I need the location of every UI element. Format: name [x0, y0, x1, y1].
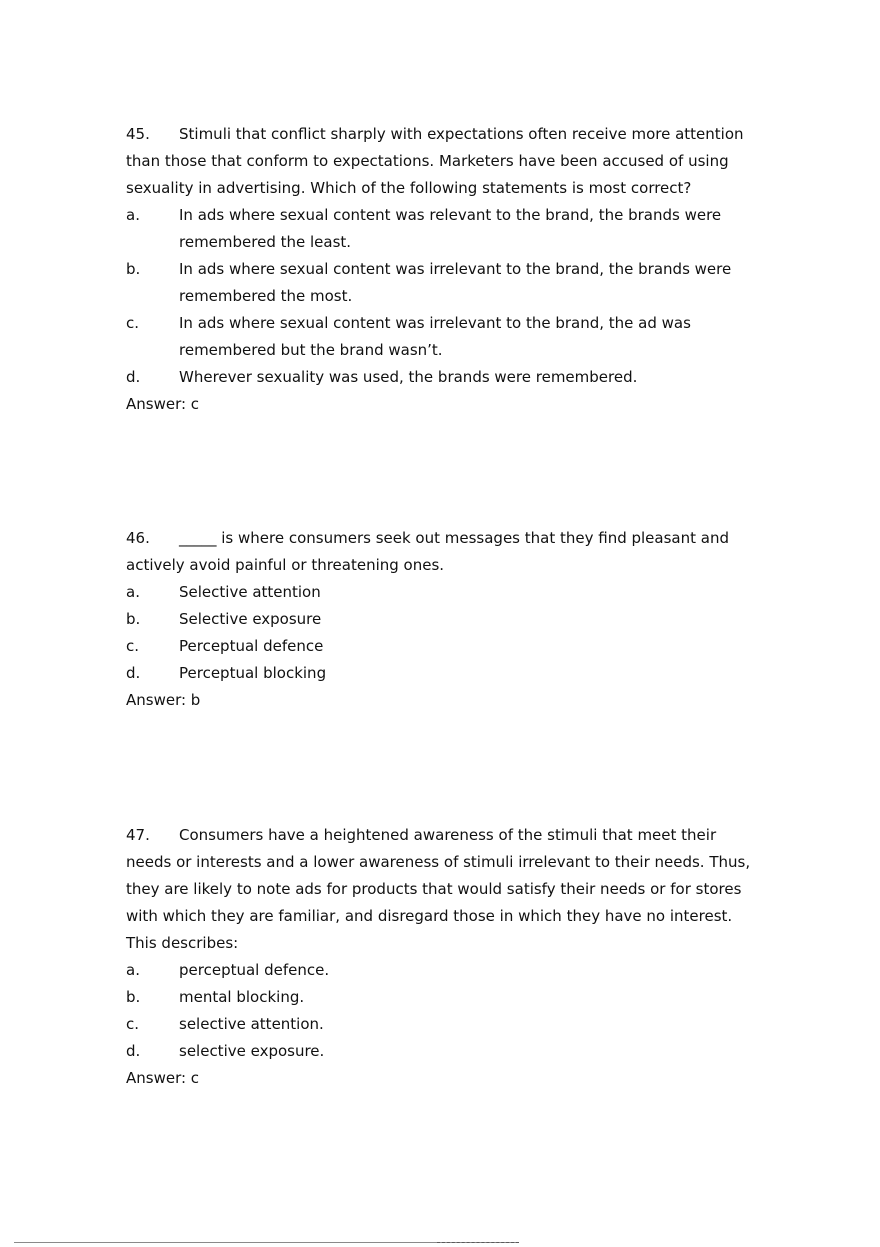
option-c	[126, 310, 766, 364]
option-b	[126, 256, 766, 310]
option-text: selective exposure.	[179, 1042, 325, 1060]
question-stem	[126, 121, 766, 202]
option-letter: d.	[126, 1042, 141, 1060]
option-text: Perceptual blocking	[179, 664, 327, 682]
option-text: Perceptual defence	[179, 637, 324, 655]
option-d	[126, 660, 766, 687]
option-b	[126, 984, 766, 1011]
option-c	[126, 1011, 766, 1038]
option-list	[126, 579, 766, 687]
question-text: Consumers have a heightened awareness of the stimuli that meet their needs or interests and a lower awareness of stimuli irrelevant to their needs. Thus, they are likely to note ads for products that would satisfy their needs or for stores with which they are familiar, and disregard those in which they have no interest. This describes:	[126, 826, 751, 952]
answer-line: Answer: c	[126, 395, 200, 413]
question-47	[126, 822, 766, 1092]
option-text: Selective attention	[179, 583, 321, 601]
option-letter: b.	[126, 260, 141, 278]
option-list	[126, 957, 766, 1065]
question-text: _____ is where consumers seek out messages that they find pleasant and actively avoid painful or threatening ones.	[126, 529, 729, 574]
option-text: perceptual defence.	[179, 961, 330, 979]
option-text: In ads where sexual content was irrelevant to the brand, the ad was remembered but the brand wasn’t.	[179, 314, 691, 359]
option-b	[126, 606, 766, 633]
option-text: Selective exposure	[179, 610, 322, 628]
option-text: selective attention.	[179, 1015, 324, 1033]
option-a	[126, 202, 766, 256]
question-46	[126, 525, 766, 714]
option-letter: a.	[126, 206, 140, 224]
option-text: Wherever sexuality was used, the brands were remembered.	[179, 368, 638, 386]
option-letter: d.	[126, 368, 141, 386]
question-stem	[126, 525, 766, 579]
option-d	[126, 364, 766, 391]
option-letter: b.	[126, 988, 141, 1006]
question-number: 47.	[126, 826, 150, 844]
option-letter: c.	[126, 637, 140, 655]
option-c	[126, 633, 766, 660]
footer-divider-dashed	[437, 1242, 519, 1243]
option-letter: d.	[126, 664, 141, 682]
option-letter: c.	[126, 314, 140, 332]
option-a	[126, 579, 766, 606]
option-letter: b.	[126, 610, 141, 628]
option-letter: a.	[126, 961, 140, 979]
answer-line: Answer: c	[126, 1069, 200, 1087]
option-letter: c.	[126, 1015, 140, 1033]
option-list	[126, 202, 766, 391]
option-a	[126, 957, 766, 984]
question-45	[126, 121, 766, 418]
question-number: 45.	[126, 125, 150, 143]
option-text: In ads where sexual content was relevant to the brand, the brands were remembered the least.	[179, 206, 722, 251]
answer-line: Answer: b	[126, 691, 201, 709]
question-number: 46.	[126, 529, 150, 547]
question-text: Stimuli that conflict sharply with expectations often receive more attention than those that conform to expectations. Marketers have been accused of using sexuality in advertising. Which of the following statements is most correct?	[126, 125, 744, 197]
option-text: In ads where sexual content was irrelevant to the brand, the brands were remembered the most.	[179, 260, 732, 305]
option-text: mental blocking.	[179, 988, 305, 1006]
option-letter: a.	[126, 583, 140, 601]
option-d	[126, 1038, 766, 1065]
question-stem	[126, 822, 766, 957]
